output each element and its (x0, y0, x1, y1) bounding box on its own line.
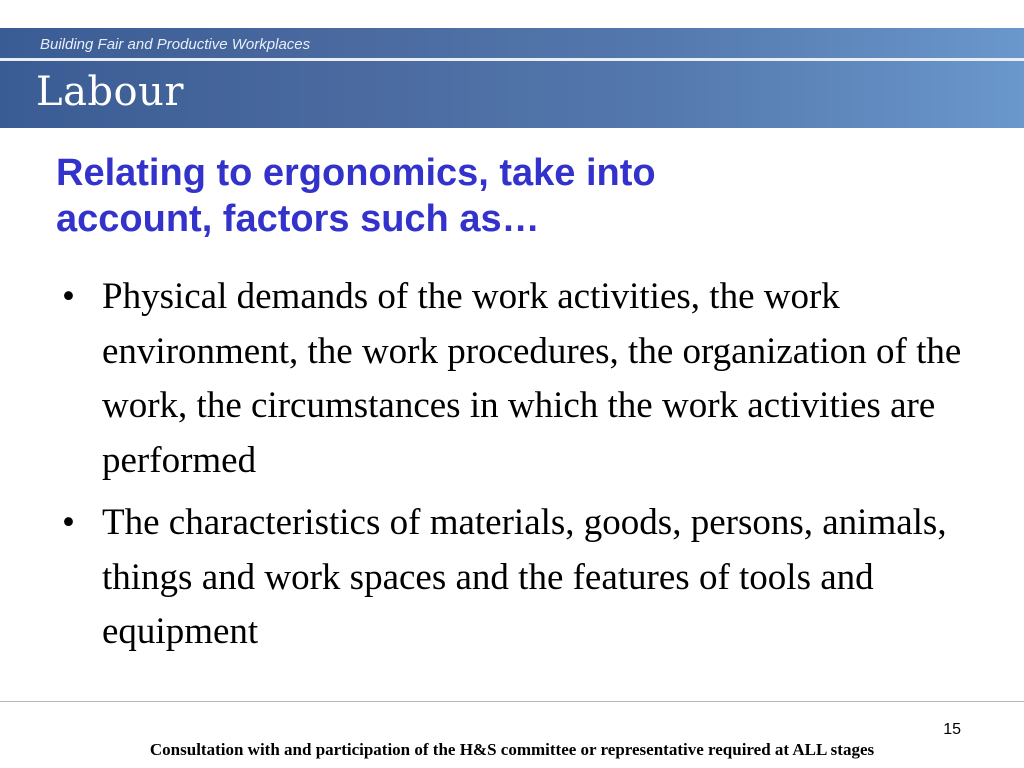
header-title: Labour (36, 69, 184, 115)
header-divider (0, 58, 1024, 61)
header-tagline: Building Fair and Productive Workplaces (40, 36, 311, 53)
slide-heading-line-1: Relating to ergonomics, take into (56, 152, 656, 194)
bullet-marker: • (62, 502, 75, 543)
footer-divider (0, 701, 1024, 702)
page-number: 15 (943, 721, 961, 738)
slide-heading (56, 150, 956, 242)
bullet-marker: • (62, 276, 75, 317)
bullet-text: The characteristics of materials, goods, persons, animals, things and work spaces and the features of tools and equipment (102, 502, 947, 652)
bullet-item (56, 270, 996, 488)
bullet-list (56, 270, 996, 668)
bullet-text: Physical demands of the work activities, the work environment, the work procedures, the organization of the work, the circumstances in which the work activities are performed (102, 276, 962, 481)
slide-heading-line-2: account, factors such as… (56, 198, 540, 240)
bullet-item (56, 496, 996, 660)
header-banner (0, 28, 1024, 128)
footer-note: Consultation with and participation of the H&S committee or representative required at ALL stages (149, 740, 875, 759)
